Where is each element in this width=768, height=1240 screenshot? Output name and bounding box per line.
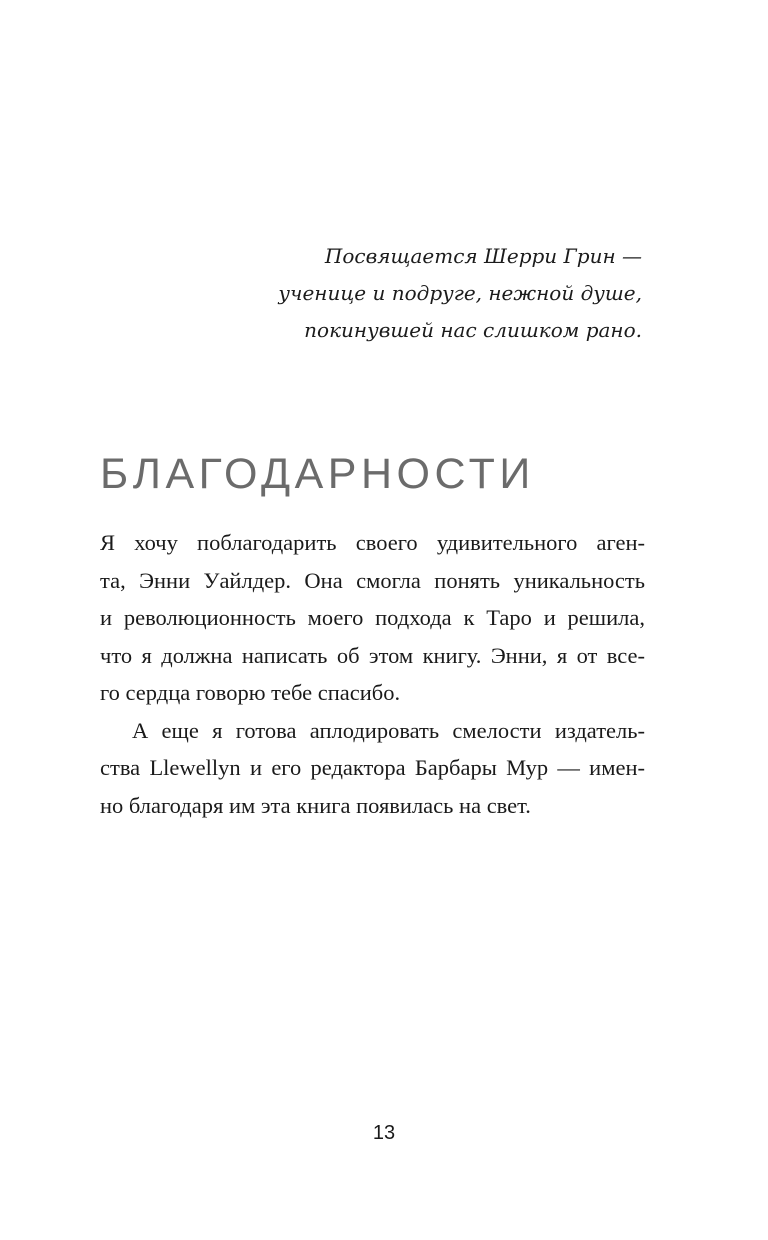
- text-line: та, Энни Уайлдер. Она смогла понять уникальность: [100, 567, 645, 593]
- text-line: но благодаря им эта книга появилась на свет.: [100, 792, 531, 818]
- dedication-line: Посвящается Шерри Грин —: [324, 244, 642, 268]
- text-line: ства Llewellyn и его редактора Барбары Мур — имен-: [100, 755, 645, 780]
- dedication-line: покинувшей нас слишком рано.: [304, 318, 642, 342]
- paragraph-2: [100, 712, 645, 825]
- text-line: Я хочу поблагодарить своего удивительного аген-: [100, 530, 645, 555]
- text-line: что я должна написать об этом книгу. Энни, я от все-: [100, 642, 645, 668]
- text-line: А еще я готова аплодировать смелости издатель-: [132, 717, 645, 743]
- body-text: [100, 524, 645, 824]
- section-heading: БЛАГОДАРНОСТИ: [100, 450, 535, 498]
- dedication: [278, 238, 642, 349]
- page-number: 13: [372, 1122, 396, 1144]
- text-line: и революционность моего подхода к Таро и решила,: [100, 605, 645, 630]
- dedication-line: ученице и подруге, нежной душе,: [278, 281, 642, 305]
- text-line: го сердца говорю тебе спасибо.: [100, 680, 401, 705]
- paragraph-1: [100, 524, 645, 712]
